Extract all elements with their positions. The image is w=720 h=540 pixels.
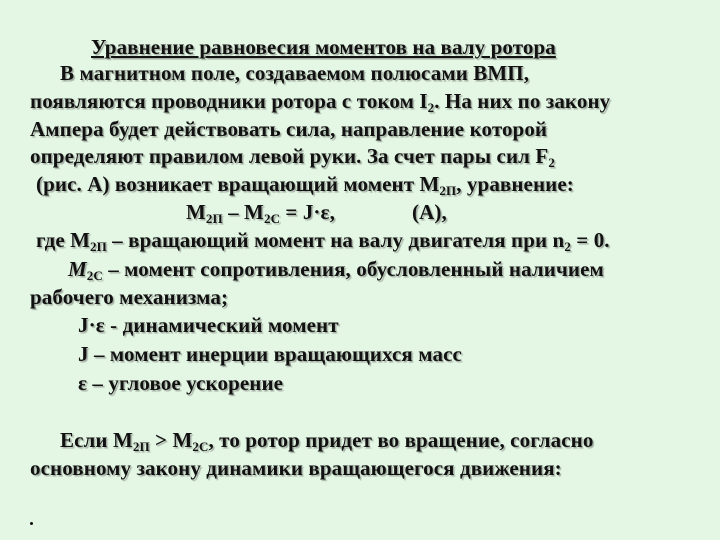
text-line-3: Ампера будет действовать сила, направление которой [30,117,548,141]
text-line-1: В магнитном поле, создаваемом полюсами ВМП, [60,61,530,85]
equation-a: $М_{2П} - М_{2С} = J\cdot\varepsilon$, [186,200,335,226]
text-line-9: рабочего механизма; [30,285,229,309]
stray-dot [30,522,33,525]
equation-label: (А), [412,200,447,224]
text-line-5: (рис. А) возникает вращающий момент $М_{2П}$, уравнение: [36,172,574,198]
text-line-11: J – момент инерции вращающихся масс [78,342,462,366]
slide-title: Уравнение равновесия моментов на валу ротора [91,35,556,59]
text-line-4: определяют правилом левой руки. За счет пары сил $F_2$ [30,144,555,170]
text-line-12: ε – угловое ускорение [78,371,284,395]
text-line-7: где $М_{2П}$ – вращающий момент на валу двигателя при $n_2 = 0$. [36,228,610,254]
text-line-14: основному закону динамики вращающегося движения: [30,456,562,480]
text-line-2: появляются проводники ротора с током $I_2$. На них по закону [30,89,611,115]
text-line-13: Если $М_{2П} > М_{2С}$, то ротор придет во вращение, согласно [60,428,594,454]
text-line-10: J·ε - динамический момент [78,313,339,337]
text-line-8: $М_{2С}$ – момент сопротивления, обусловленный наличием [68,257,604,283]
